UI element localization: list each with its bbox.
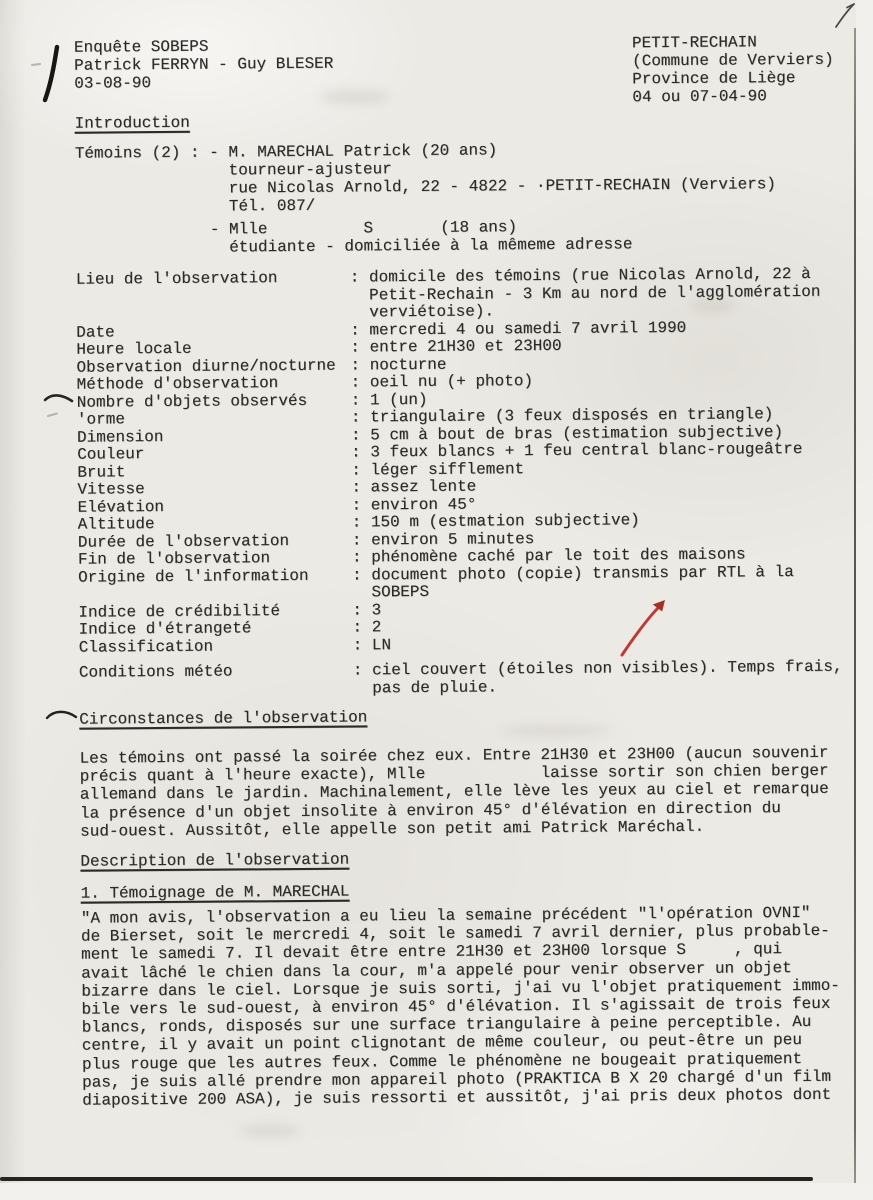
field-value: : LN bbox=[352, 635, 392, 655]
observation-fields-table bbox=[76, 266, 867, 700]
field-value: : nocturne bbox=[350, 355, 447, 375]
tilde-mark-circonstances-icon bbox=[44, 706, 84, 724]
field-label: 'orme bbox=[76, 410, 125, 429]
field-value: : assez lente bbox=[351, 477, 477, 497]
vertical-pen-stroke-icon bbox=[30, 38, 80, 113]
witness-2-details: - Mlle S (18 ans) étudiante - domiciliée à la mêmeme adresse bbox=[75, 218, 633, 258]
field-label: Classification bbox=[78, 637, 214, 657]
field-label: Bruit bbox=[77, 462, 126, 482]
temoignage-marechal-heading: 1. Témoignage de M. MARECHAL bbox=[80, 882, 350, 903]
temoignage-marechal-paragraph: "A mon avis, l'observation a eu lieu la semaine précédent "l'opération OVNI" de Bierset, soit le mercredi 4, soit le samedi 7 avril dernier, plus probable- ment le samedi 7. Il devait être entre 21H30 et 23H00 lorsque S , qui avait lâché le chien dans la cour, m'a appelé pour venir observer un objet bizarre dans le ciel. Lorsque je suis sorti, j'ai vu l'objet pratiquement immo- bile vers le sud-ouest, à environ 45° d'élévation. Il s'agissait de trois feux blancs, ronds, disposés sur une surface triangulaire à peine perceptible. Au centre, il y avait un point clignotant de même couleur, ou peut-être un peu plus rouge que les autres feux. Comme le phénomène ne bougeait pratiquement pas, je suis allé prendre mon appareil photo (PRAKTICA B X 20 chargé d'un film diapositive 200 ASA), je suis ressorti et aussitôt, j'ai pris deux photos dont bbox=[80, 903, 840, 1110]
circonstances-paragraph: Les témoins ont passé la soirée chez eux. Entre 21H30 et 23H00 (aucun souvenir précis quant à l'heure exacte), Mlle laisse sortir son chien berger allemand dans le jardin. Machinalement, elle lève les yeux au ciel et remarque la présence d'un objet insolite à environ 45° d'élévation en direction du sud-ouest. Aussitôt, elle appelle son petit ami Patrick Maréchal. bbox=[79, 743, 829, 841]
field-value: : triangulaire (3 feux disposés en triangle) bbox=[350, 405, 774, 427]
field-value: : léger sifflement bbox=[351, 459, 525, 480]
field-value: : oeil nu (+ photo) bbox=[350, 372, 534, 392]
field-value: : mercredi 4 ou samedi 7 avril 1990 bbox=[350, 318, 687, 340]
field-value: : 1 (un) bbox=[350, 390, 428, 410]
field-label: Fin de l'observation bbox=[77, 549, 271, 569]
field-value: : domicile des témoins (rue Nicolas Arnold, 22 à Petit-Rechain - 3 Km au nord de l'agglomération verviétoise). bbox=[349, 264, 821, 322]
scan-bottom-edge-line bbox=[0, 1177, 813, 1181]
field-label: Durée de l'observation bbox=[77, 531, 290, 552]
paper-smudge bbox=[500, 726, 610, 736]
field-label: Vitesse bbox=[77, 480, 145, 499]
field-label: Dimension bbox=[76, 427, 164, 447]
field-value: : 150 m (estmation subjective) bbox=[351, 511, 640, 532]
paper-smudge bbox=[690, 300, 736, 312]
field-value: : 3 bbox=[352, 600, 382, 620]
field-value: : ciel couvert (étoiles non visibles). Temps frais, pas de pluie. bbox=[352, 657, 843, 698]
field-label: Conditions météo bbox=[78, 662, 233, 682]
field-row-lieu bbox=[76, 266, 864, 325]
field-label: Méthode d'observation bbox=[76, 374, 279, 394]
field-value: : environ 45° bbox=[351, 495, 477, 515]
report-header-right: PETIT-RECHAIN (Commune de Verviers) Province de Liège 04 ou 07-04-90 bbox=[631, 33, 834, 107]
field-label: Altitude bbox=[77, 515, 155, 534]
witness-1-details: Témoins (2) : - M. MARECHAL Patrick (20 ans) tourneur-ajusteur rue Nicolas Arnold, 22 - 4822 - ·PETIT-RECHAIN (Verviers) Tél. 087/ bbox=[74, 141, 777, 217]
field-value: : 2 bbox=[352, 618, 382, 637]
field-label: Elévation bbox=[77, 497, 165, 517]
circonstances-heading: Circonstances de l'observation bbox=[79, 708, 368, 729]
red-arrow-icon bbox=[598, 588, 688, 672]
field-label: Nombre d'objets observés bbox=[76, 391, 308, 412]
scan-bottom-strip bbox=[0, 1183, 873, 1200]
tilde-mark-nombre-icon bbox=[42, 390, 82, 408]
field-value: : 3 feux blancs + 1 feu central blanc-rougeâtre bbox=[351, 439, 803, 462]
field-row-origine bbox=[78, 563, 866, 604]
field-value: : environ 5 minutes bbox=[351, 529, 535, 550]
field-label: Indice d'étrangeté bbox=[78, 619, 252, 639]
field-value: : document photo (copie) transmis par RTL à la SOBEPS bbox=[352, 562, 794, 602]
field-label: Lieu de l'observation bbox=[75, 269, 278, 289]
paper-smudge bbox=[320, 90, 390, 104]
forme-faint-mark-icon bbox=[44, 408, 64, 420]
report-header-left: Enquête SOBEPS Patrick FERRYN - Guy BLESER 03-08-90 bbox=[73, 37, 334, 93]
field-value: : entre 21H30 et 23H00 bbox=[350, 336, 562, 357]
scan-edge-vertical-line bbox=[854, 28, 856, 1186]
field-row-conditions-meteo bbox=[79, 658, 867, 699]
field-label: Origine de l'information bbox=[78, 566, 309, 587]
field-value: : phénomène caché par le toit des maisons bbox=[351, 545, 746, 567]
paper-smudge bbox=[240, 1125, 300, 1137]
field-label: Date bbox=[76, 322, 115, 342]
field-label: Observation diurne/nocturne bbox=[76, 356, 336, 377]
description-heading: Description de l'observation bbox=[80, 850, 350, 871]
introduction-heading: Introduction bbox=[74, 113, 190, 133]
field-value: : 5 cm à bout de bras (estimation subjective) bbox=[350, 422, 784, 445]
scan-edge-light-strip bbox=[856, 0, 873, 1200]
field-label: Heure locale bbox=[76, 339, 192, 359]
field-label: Couleur bbox=[77, 445, 145, 464]
field-label: Indice de crédibilité bbox=[78, 601, 281, 622]
